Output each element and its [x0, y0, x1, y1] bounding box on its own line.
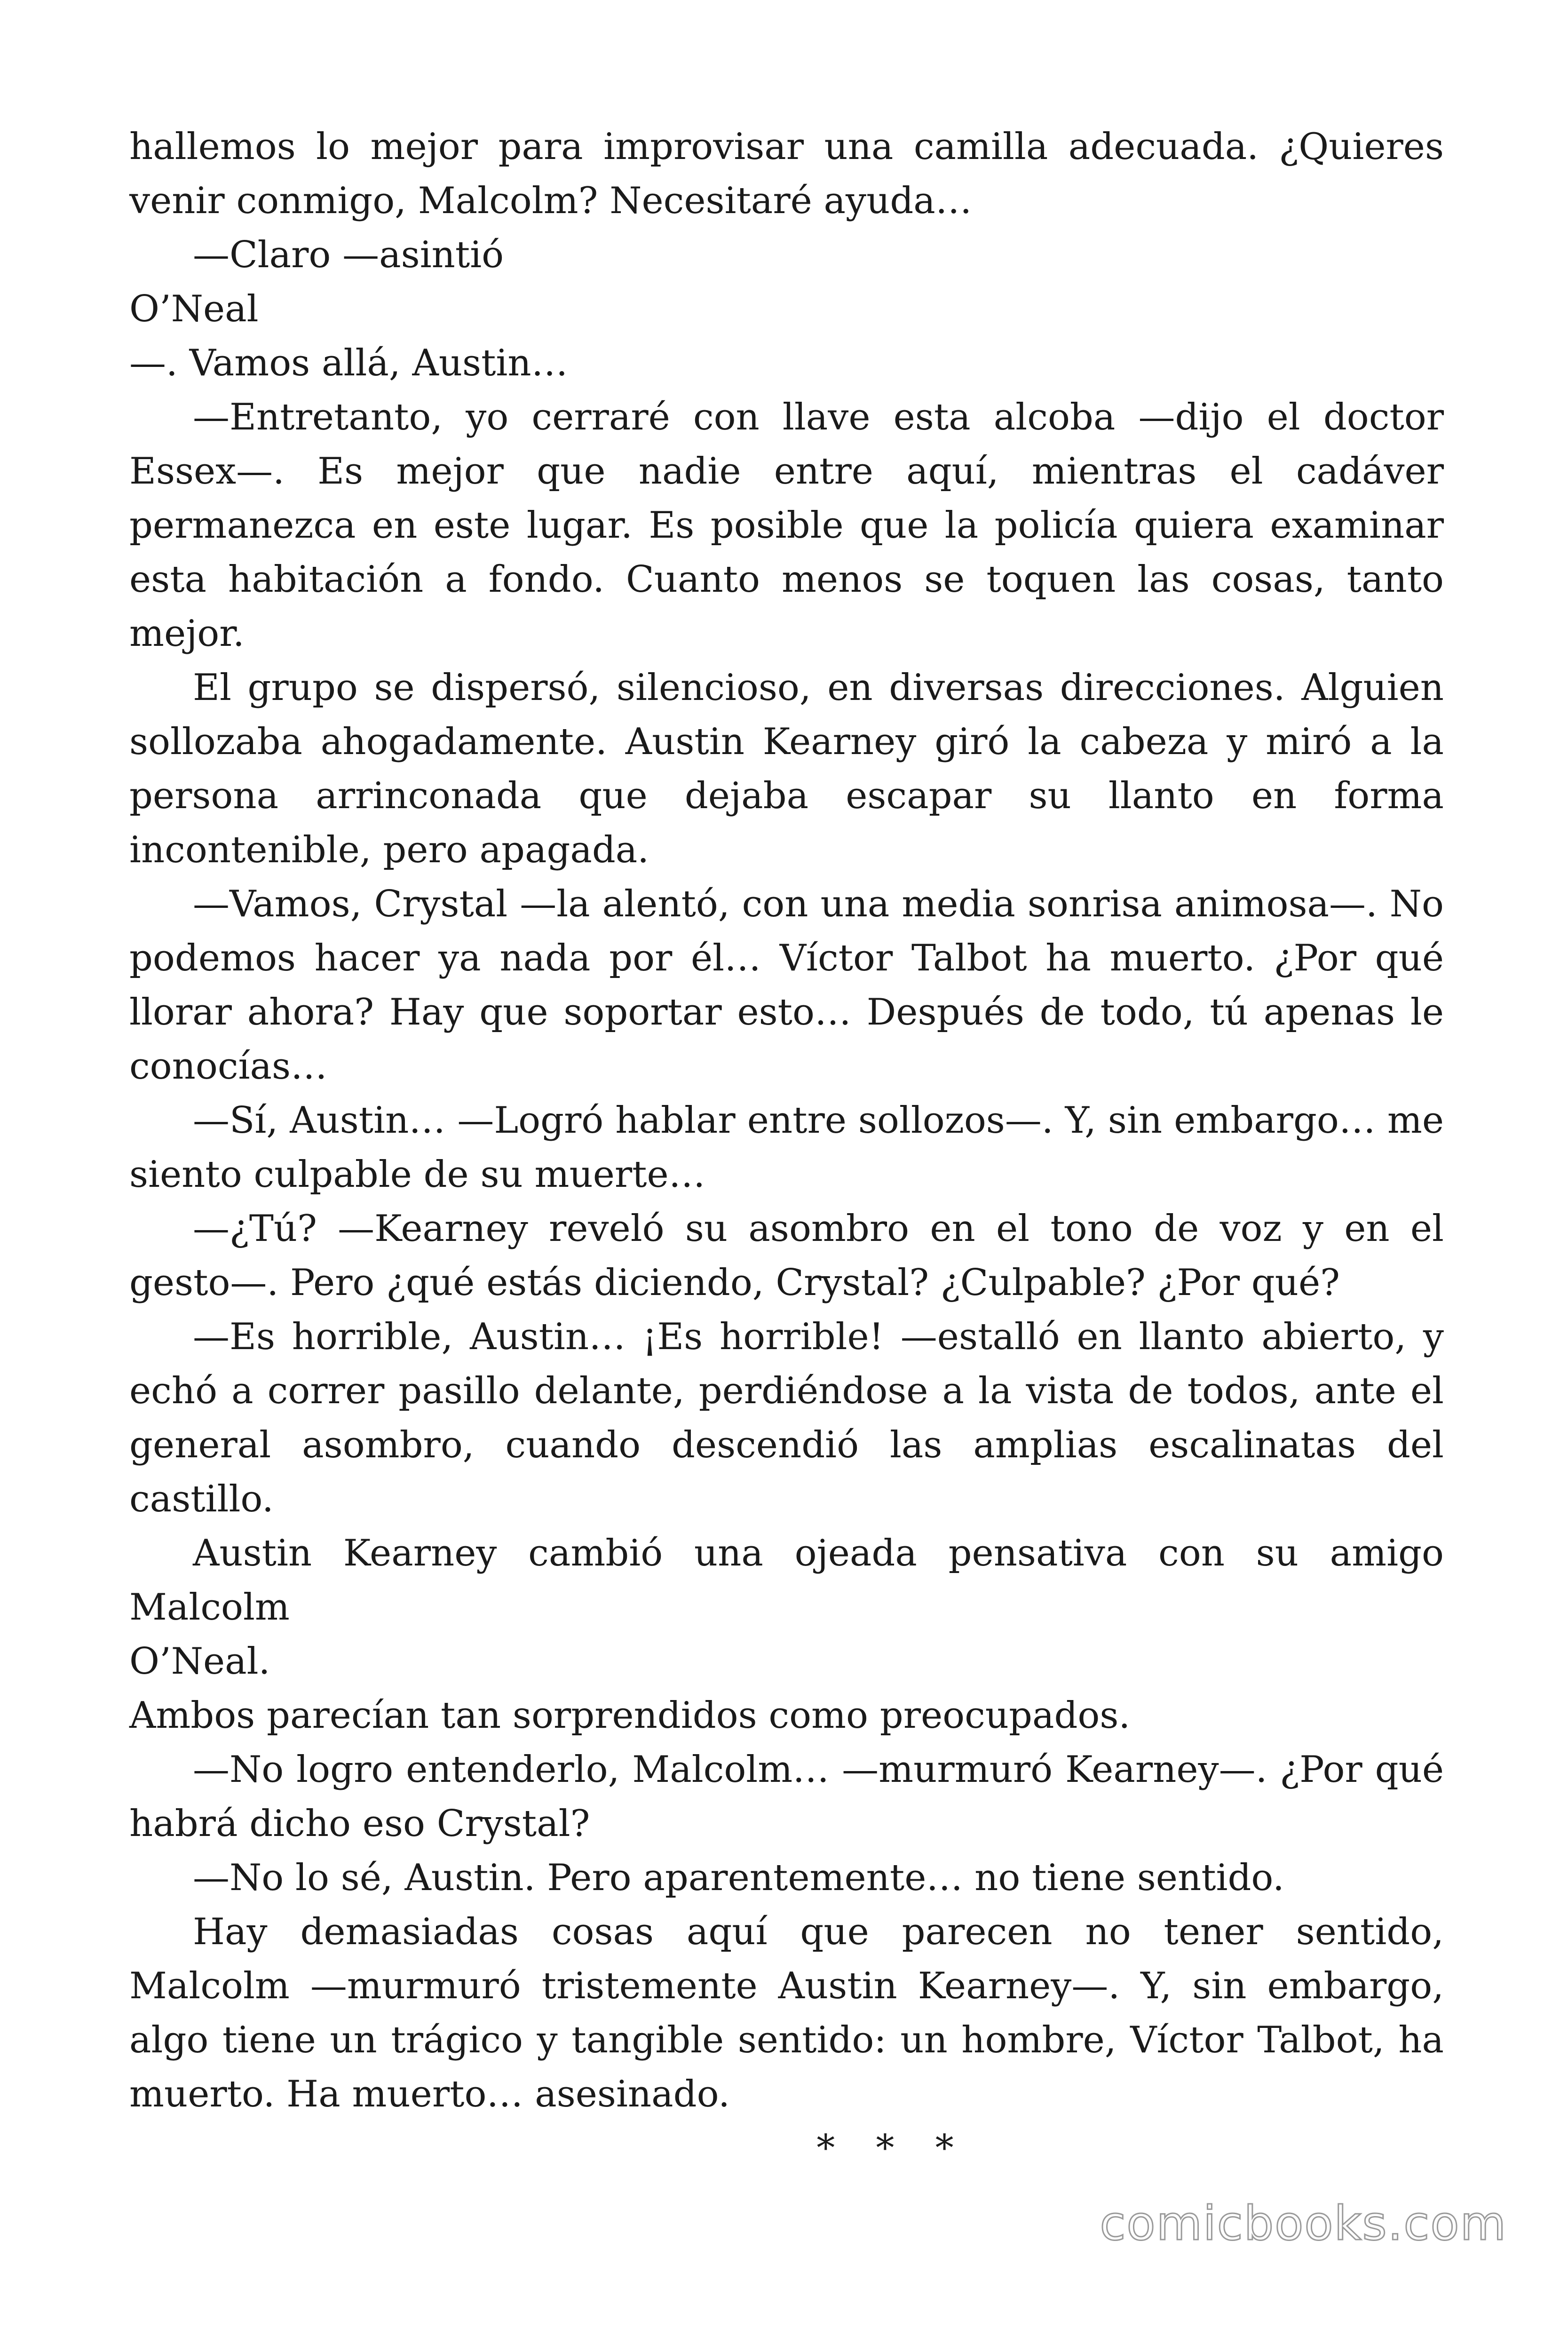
paragraph: —No logro entenderlo, Malcolm… —murmuró Kearney—. ¿Por qué habrá dicho eso Crystal? — [129, 1748, 1444, 1845]
paragraph: Austin Kearney cambió una ojeada pensativa con su amigo Malcolm — [129, 1532, 1444, 1629]
paragraph: —¿Tú? —Kearney reveló su asombro en el tono de voz y en el gesto—. Pero ¿qué estás diciendo, Crystal? ¿Culpable? ¿Por qué? — [129, 1208, 1444, 1304]
paragraph: —Vamos, Crystal —la alentó, con una media sonrisa animosa—. No podemos hacer ya nada por él… Víctor Talbot ha muerto. ¿Por qué llorar ahora? Hay que soportar esto… Después de todo, tú apenas le conocías… — [129, 883, 1444, 1088]
paragraph: —No lo sé, Austin. Pero aparentemente… no tiene sentido. — [193, 1857, 1284, 1899]
paragraph: Hay demasiadas cosas aquí que parecen no tener sentido, Malcolm —murmuró tristemente Austin Kearney—. Y, sin embargo, algo tiene un trágico y tangible sentido: un hombre, Víctor Talbot, ha muerto. Ha muerto… asesinado. — [129, 1911, 1444, 2115]
paragraph: —Es horrible, Austin… ¡Es horrible! —estalló en llanto abierto, y echó a correr pasillo delante, perdiéndose a la vista de todos, ante el general asombro, cuando descendió las amplias escalinatas del castillo. — [129, 1316, 1444, 1520]
paragraph: O’Neal — [129, 288, 259, 330]
book-page-text — [129, 120, 1444, 2176]
paragraph: —Sí, Austin… —Logró hablar entre sollozos—. Y, sin embargo… me siento culpable de su muerte… — [129, 1099, 1444, 1196]
watermark: comicbooks.com — [1100, 2196, 1507, 2251]
paragraph: —Claro —asintió — [193, 234, 504, 276]
paragraph: —Entretanto, yo cerraré con llave esta alcoba —dijo el doctor Essex—. Es mejor que nadie entre aquí, mientras el cadáver permanezca en este lugar. Es posible que la policía quiera examinar esta habitación a fondo. Cuanto menos se toquen las cosas, tanto mejor. — [129, 396, 1444, 655]
paragraph: —. Vamos allá, Austin… — [129, 342, 568, 384]
paragraph: El grupo se dispersó, silencioso, en diversas direcciones. Alguien sollozaba ahogadamente. Austin Kearney giró la cabeza y miró a la persona arrinconada que dejaba escapar su llanto en forma incontenible, pero apagada. — [129, 667, 1444, 871]
paragraph: Ambos parecían tan sorprendidos como preocupados. — [129, 1694, 1131, 1737]
scene-separator: * * * — [816, 2127, 968, 2169]
paragraph: hallemos lo mejor para improvisar una camilla adecuada. ¿Quieres venir conmigo, Malcolm? Necesitaré ayuda… — [129, 126, 1444, 222]
paragraph: O’Neal. — [129, 1640, 270, 1683]
